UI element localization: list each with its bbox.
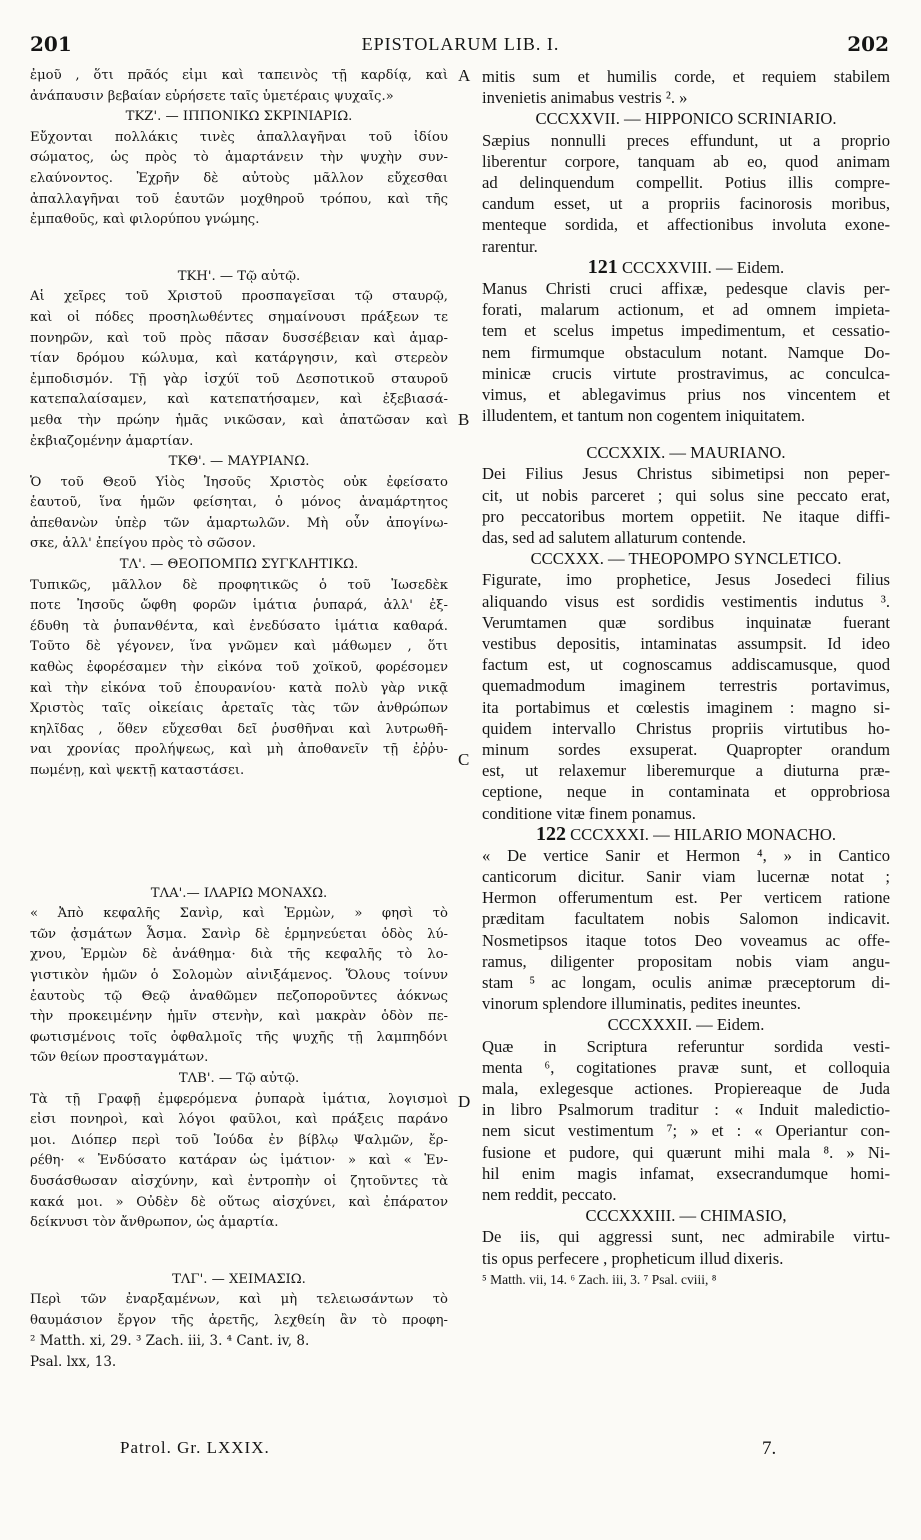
text-line: καὶ οἱ πόδες προσηλωθέντες σημαίνουσι πράξεων τε (30, 309, 448, 325)
text-line: in libro Psalmorum traditur : « Induit maledictio- (482, 1100, 890, 1120)
text-line: Nosmetipsos itaque totos Deo voveamus ac offe- (482, 930, 890, 950)
text-line: vimus, et ablegavimus prius nos vincentem et (482, 384, 890, 404)
heading-text: CCCXXVIII. — Eidem. (621, 257, 785, 277)
text-line: ναι χρονίας προλήψεως, καὶ μὴ ἀποθανεῖν τῇ ἐῤῥυ- (30, 742, 448, 758)
text-line: vinorum splendore illuminatis, pedites ineuntes. (482, 994, 801, 1014)
letter-heading: CCCXXX. — THEOPOMPO SYNCLETICO. (530, 549, 842, 569)
text-line: σώματος, ὡς πρὸς τὸ ἁμαρτάνειν τὴν ψυχὴν συν- (30, 150, 448, 166)
text-line: pro peccatoribus mortem oppetiit. Ne itaque diffi- (482, 506, 890, 526)
page-number-right: 202 (847, 32, 889, 56)
text-line: factum est, ut cognoscamus addiscamusque, quod (482, 655, 890, 675)
text-line: est, ut relaxemur liberemurque a diuturna præ- (482, 761, 890, 781)
text-line: candum esset, ut a propriis facinorosis moribus, (482, 194, 890, 214)
text-line: vestibus depositis, intaminatas assumpsit. Id ideo (482, 634, 890, 653)
text-line: menteque sordida, et affectionibus involuta exone- (482, 215, 890, 235)
letter-heading (482, 824, 890, 845)
text-line: Τὰ τῇ Γραφῇ ἐμφερόμενα ῥυπαρὰ ἱμάτια, λογισμοὶ (30, 1091, 448, 1107)
text-line: ρέθη· « Ἐνδύσατο κατάραν ὡς ἱμάτιον· » καὶ « Ἐν- (30, 1153, 448, 1169)
text-line: minum sordes exsuperat. Quapropter orandum (482, 739, 890, 759)
letter-heading (482, 257, 890, 278)
text-line: Τυπικῶς, μᾶλλον δὲ προφητικῶς ὁ τοῦ Ἰωσεδὲκ (30, 577, 448, 593)
text-line: menta ⁶, cogitationes pravæ sunt, et colloquia (482, 1057, 890, 1077)
text-line: Χριστὸς ταῖς οἰκείαις ἀρεταῖς τὰς τῶν ἀνθρώπων (30, 701, 448, 717)
text-line: ποτε Ἰησοῦς ὤφθη φορῶν ἱμάτια ῥυπαρά, ἀλλ' ἐξ- (30, 598, 448, 614)
text-line: Sæpius nonnulli preces effundunt, ut a proprio (482, 130, 890, 150)
letter-heading: CCCXXXIII. — CHIMASIO, (585, 1206, 787, 1226)
text-line: quemadmodum imaginem terrestris portavimus, (482, 676, 890, 696)
text-line: ἀνάπαυσιν βεβαίαν εὑρήσετε ταῖς ὑμετέραις ψυχαῖς.» (30, 88, 394, 104)
text-line: Manus Christi cruci affixæ, pedesque clavis per- (482, 278, 890, 298)
signature-mark: 7. (762, 1438, 777, 1459)
text-line: καθὼς ἐφορέσαμεν τὴν εἰκόνα τοῦ χοϊκοῦ, φορέσομεν (30, 660, 448, 676)
text-line: τίαν δρόμου κώλυμα, καὶ κατάργησιν, καὶ στερεὸν (30, 351, 448, 367)
margin-letter-a: A (458, 66, 471, 85)
text-line: aliquando visus est sordidis vestimentis indutus ³. (482, 591, 890, 611)
page-number-left: 201 (30, 32, 72, 56)
text-line: ἑαυτοῦ, ἵνα ἡμῶν φείσηται, ὁ μόνος ἀναμάρτητος (30, 495, 448, 511)
text-line: Dei Filius Jesus Christus sibimetipsi non peper- (482, 464, 890, 484)
text-line: γιστικὸν ἡμῶν ὁ Σολομὼν αἰνιξάμενος. Ὅλους τοίνυν (30, 967, 448, 983)
margin-letter-d: D (458, 1092, 471, 1111)
text-line: ἀπαλλαγῆναι τοῦ ἑαυτῶν μοχθηροῦ τρόπου, καὶ τῆς (30, 191, 448, 207)
spacer (30, 1234, 448, 1270)
text-line: δείκνυσι τὸν ἄνθρωπον, ὡς ἁμαρτία. (30, 1215, 279, 1231)
text-line: ἑαυτοὺς τῷ Θεῷ ἀναθῶμεν πεζοποροῦντες ἀόκνως (30, 988, 448, 1004)
text-line: das, sed ad salutem allaturum contende. (482, 528, 747, 548)
spacer (30, 782, 448, 884)
text-line: nem sicut vestimentum ⁷; » et : « Operiantur con- (482, 1121, 890, 1141)
text-line: quidem intervallo Christus propriis virtutibus ho- (482, 718, 890, 738)
text-line: Αἱ χεῖρες τοῦ Χριστοῦ προσπαγεῖσαι τῷ σταυρῷ, (30, 289, 448, 305)
text-line: έδυθη τὰ ῥυπανθέντα, καὶ ἐνεδύσατο ἱμάτια καθαρά. (30, 618, 448, 634)
letter-heading: ΤΛ'. — ΘΕΟΠΟΜΠΩ ΣΥΓΚΛΗΤΙΚΩ. (119, 557, 359, 573)
text-line: tis opus perfecere , propheticum illud dixeris. (482, 1248, 784, 1268)
text-line: rarentur. (482, 236, 538, 256)
text-line: χνου, Ἑρμὼν δὲ ἀνάθημα· διὰ τῆς κεφαλῆς τὸ λο- (30, 947, 448, 963)
text-line: πωμένῃ, καὶ ψεκτῇ καταστάσει. (30, 763, 245, 778)
page-header (0, 32, 921, 62)
text-line: tem et scelus impetus impedimentum, et cessatio- (482, 321, 890, 341)
text-line: κακά μοι. » Οὐδὲν δὲ οὕτως αἰσχύνει, καὶ ἐπάρατον (30, 1194, 448, 1210)
text-line: τὴν προκειμένην ἡμῖν στενὴν, καὶ μακρὰν ὁδὸν πε- (30, 1009, 448, 1025)
text-line: Ὁ τοῦ Θεοῦ Υἱὸς Ἰησοῦς Χριστὸς οὐκ ἐφείσατο (30, 474, 448, 490)
text-line: fusione et pudore, qui quærunt mihi mala ⁸. » Ni- (482, 1142, 890, 1162)
text-line: ἐκβιαζομένην ἁμαρτίαν. (30, 433, 194, 449)
text-line: stam ⁵ ac longam, oculis animæ præceptorum di- (482, 973, 890, 993)
text-line: Περὶ τῶν ἐναρξαμένων, καὶ μὴ τελειωσάντων τὸ (30, 1292, 448, 1308)
text-line: ελαύνοντος. Ἐχρῆν δὲ αὐτοὺς μᾶλλον εὔχεσθαι (30, 170, 448, 186)
text-line: forati, malarum actionum, et ad omnem impieta- (482, 300, 890, 320)
letter-heading: ΤΚΗ'. — Τῷ αὐτῷ. (177, 268, 301, 284)
text-line: nem reddit, peccato. (482, 1184, 617, 1204)
text-line: illudentem, et tantum non cogentem iniquitatem. (482, 406, 806, 426)
text-line: ramus, diligenter propositam nobis viam angu- (482, 951, 890, 971)
text-line: μοι. Διόπερ περὶ τοῦ Ἰούδα ἐν βίβλῳ Ψαλμῶν, ἔρ- (30, 1132, 448, 1148)
text-line: θαυμάσιον ἔργον τῆς ἀρετῆς, λεχθείη ἂν τὸ προφη- (30, 1312, 448, 1328)
spacer (30, 231, 448, 267)
text-line: ceptione, neque in contaminata et opprobriosa (482, 782, 890, 802)
text-line: nem firmumque obstaculum notant. Namque Do- (482, 342, 890, 362)
text-line: ἐμοῦ , ὅτι πρᾶός εἰμι καὶ ταπεινὸς τῇ καρδίᾳ, καὶ (30, 68, 448, 83)
text-line: δυσάσθωσαν αἰσχύνην, καὶ ἐντροπὴν οἱ ζητοῦντες τὰ (30, 1173, 448, 1189)
text-line: ἀπεθανὼν ὑπὲρ τῶν ἁμαρτωλῶν. Μὴ οὖν ἀπογίνω- (30, 515, 448, 531)
text-line: ἐμπαθοῦς, καὶ φιλορύπου γνώμης. (30, 212, 260, 228)
text-line: « Ἀπὸ κεφαλῆς Σανὶρ, καὶ Ἑρμὼν, » φησὶ τὸ (30, 906, 448, 922)
text-line: πονηρῶν, καὶ τοῦ πρὸς πᾶσαν δυσσέβειαν καὶ ἁμαρ- (30, 330, 448, 346)
text-line: ita portabimus et cœlestis imaginem : magno si- (482, 697, 890, 717)
spacer (482, 426, 890, 442)
text-line: mala, exlegesque actiones. Propiereaque de Juda (482, 1079, 890, 1098)
greek-column (30, 66, 448, 1373)
letter-heading: ΤΚΘ'. — ΜΑΥΡΙΑΝΩ. (168, 454, 310, 470)
text-line: conditione vitæ finem ponamus. (482, 803, 696, 823)
margin-letter-b: B (458, 410, 470, 429)
text-line: ad delinquendum compellit. Potius illis compre- (482, 172, 890, 192)
running-title: EPISTOLARUM LIB. I. (361, 34, 560, 54)
text-line: canticorum dicitur. Sanir viam lucernæ notat ; (482, 867, 890, 887)
letter-heading: CCCXXIX. — MAURIANO. (586, 443, 786, 463)
text-line: De iis, qui aggressi sunt, nec admirabile virtu- (482, 1227, 890, 1247)
series-footer: Patrol. Gr. LXXIX. (120, 1438, 270, 1457)
text-line: Hermon offerumentum est. Per verticem ratione (482, 888, 890, 908)
text-line: mitis sum et humilis corde, et requiem stabilem (482, 67, 890, 86)
text-line: hil enim magis infamat, exsecrandumque homi- (482, 1163, 890, 1183)
letter-heading: ΤΛΑ'.— ΙΛΑΡΙΩ ΜΟΝΑΧΩ. (150, 885, 328, 901)
text-line: minicæ crucis virtute prostravimus, ac conculca- (482, 363, 890, 383)
text-line: invenietis animabus vestris ². » (482, 88, 688, 108)
text-line: ἐμποδισμόν. Τῇ γὰρ ἰσχύϊ τοῦ Δεσποτικοῦ σταυροῦ (30, 371, 448, 387)
text-line: Τοῦτο δὲ γέγονεν, ἵνα γνῶμεν καὶ μάθωμεν , ὅτι (30, 639, 448, 655)
heading-text: CCCXXXI. — HILARIO MONACHO. (570, 824, 837, 844)
column-number: 121 (587, 255, 618, 278)
text-line: τῶν θείων προσταγμάτων. (30, 1050, 209, 1066)
footnote-line: ² Matth. xi, 29. ³ Zach. iii, 3. ⁴ Cant. iv, 8. (30, 1333, 310, 1350)
latin-column (482, 66, 890, 1290)
footnote-line: ⁵ Matth. vii, 14. ⁶ Zach. iii, 3. ⁷ Psal. cviii, ⁸ (482, 1271, 717, 1287)
footnote-line: Psal. lxx, 13. (30, 1354, 117, 1371)
text-line: liberentur corpore, tanquam ab eo, quod animam (482, 151, 890, 171)
letter-heading: CCCXXVII. — HIPPONICO SCRINIARIO. (535, 109, 837, 129)
letter-heading: ΤΛΓ'. — ΧΕΙΜΑΣΙΩ. (172, 1271, 306, 1287)
margin-letter-c: C (458, 750, 470, 769)
text-line: Quæ in Scriptura referuntur sordida vesti- (482, 1036, 890, 1056)
text-line: σκε, ἀλλ' ἐπείγου πρὸς τὸ σῶσον. (30, 536, 256, 552)
text-line: cit, ut nobis parceret ; qui solus sine peccato erat, (482, 485, 890, 505)
text-line: Verumtamen quæ sordibus inquinatæ fuerant (482, 612, 890, 632)
letter-heading: ΤΚΖ'. — ΙΠΠΟΝΙΚΩ ΣΚΡΙΝΙΑΡΙΩ. (125, 109, 353, 125)
letter-heading: ΤΛΒ'. — Τῷ αὐτῷ. (178, 1070, 300, 1086)
text-line: κηλῖδας , ὅθεν εὔχεσθαι δεῖ ῥυσθῆναι καὶ λυτρωθῆ- (30, 721, 448, 737)
text-line: εἰσι πονηροὶ, καὶ λόγοι φαῦλοι, καὶ πράξεις παράνο (30, 1112, 448, 1128)
column-number: 122 (535, 822, 566, 845)
text-line: τῶν ᾀσμάτων Ἆσμα. Σανὶρ δὲ ἑρμηνεύεται ὁδὸς λύ- (30, 926, 448, 942)
text-line: φωτισμένοις τοῖς ὀφθαλμοῖς τῆς ψυχῆς τῇ λαμπηδόνι (30, 1029, 448, 1045)
text-line: μεθα τὴν πρώην ἡμᾶς νικῶσαν, καὶ ἀπατῶσαν καὶ (30, 412, 448, 428)
text-line: καὶ τὴν εἰκόνα τοῦ ἐπουρανίου· κατὰ πολὺ γὰρ νικᾷ (30, 680, 448, 696)
text-line: « De vertice Sanir et Hermon ⁴, » in Cantico (482, 845, 890, 865)
letter-heading: CCCXXXII. — Eidem. (607, 1015, 765, 1035)
text-line: Figurate, imo prophetice, Jesus Josedeci filius (482, 570, 890, 590)
text-line: præditam facultatem nobis Salomon indicavit. (482, 909, 890, 929)
text-line: Εὔχονται πολλάκις τινὲς ἀπαλλαγῆναι τοῦ ἰδίου (30, 129, 448, 145)
text-line: κατεπαλαίσαμεν, καὶ κατεπατήσαμεν, καὶ ἐξεβιασά- (30, 392, 448, 408)
